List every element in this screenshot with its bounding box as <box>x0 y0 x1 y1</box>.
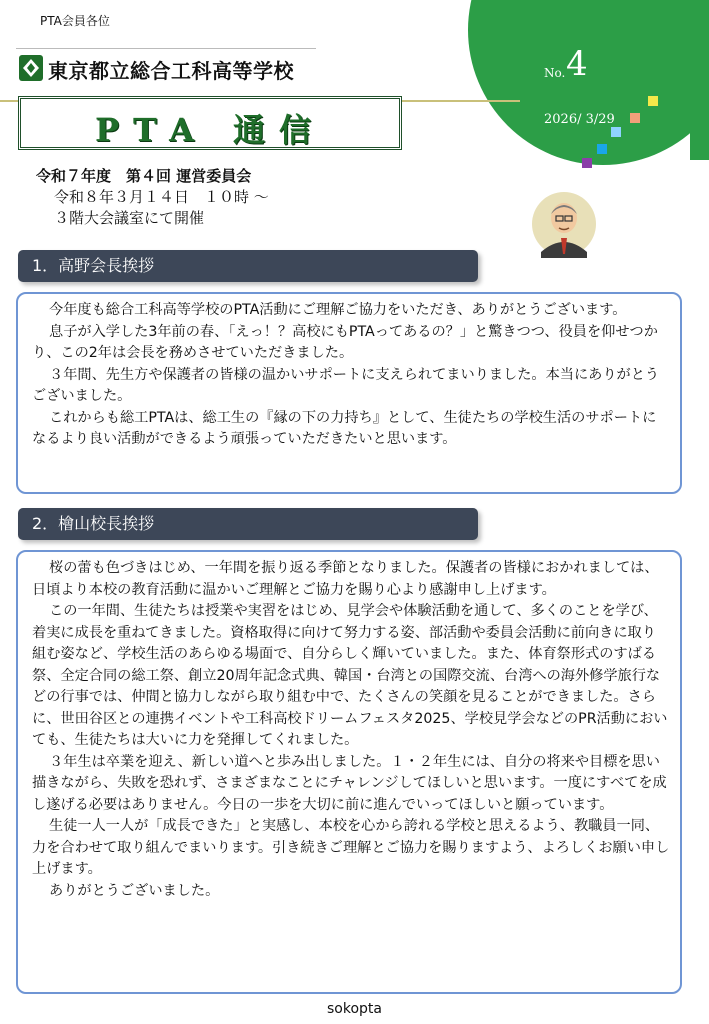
decor-square <box>597 144 607 154</box>
meeting-place: ３階大会議室にて開催 <box>54 209 205 227</box>
principal-portrait-icon <box>531 188 597 260</box>
footer-text: sokopta <box>327 1001 382 1017</box>
newsletter-title: PTA 通信 <box>94 111 326 149</box>
issue-date: 2026/ 3/29 <box>544 112 615 127</box>
school-logo-icon <box>18 54 44 82</box>
paragraph: ３年生は卒業を迎え、新しい道へと歩み出しました。１・２年生には、自分の将来や目標を思い描きながら、失敗を恐れず、さまざまなことにチャレンジしてほしいと思います。一度にすべてを成し遂げる必要はありません。今日の一歩を大切に前に進んでいってほしいと願っています。 <box>32 753 667 813</box>
meeting-title: 令和７年度 第４回 運営委員会 <box>36 167 252 185</box>
school-name: 東京都立総合工科高等学校 <box>48 59 294 83</box>
meeting-date: 令和８年３月１４日 １０時 ～ <box>54 188 269 206</box>
issue-number: 4 <box>566 44 588 84</box>
decor-square <box>648 96 658 106</box>
paragraph: これからも総工PTAは、総工生の『縁の下の力持ち』として、生徒たちの学校生活のサポートになるより良い活動ができるよう頑張っていただきたいと思います。 <box>32 409 657 447</box>
paragraph: 桜の蕾も色づきはじめ、一年間を振り返る季節となりました。保護者の皆様におかれましては、日頃より本校の教育活動に温かいご理解とご協力を賜り心より感謝申し上げます。 <box>32 560 659 598</box>
decor-square <box>611 127 621 137</box>
principal-message-box <box>16 550 682 994</box>
recipients-label: PTA会員各位 <box>40 14 110 28</box>
paragraph: 今年度も総合工科高等学校のPTA活動にご理解ご協力をいただき、ありがとうございます。 <box>49 302 627 318</box>
paragraph: この一年間、生徒たちは授業や実習をはじめ、見学会や体験活動を通して、多くのことを学び、着実に成長を重ねてきました。資格取得に向けて努力する姿、部活動や委員会活動に前向きに取り組む姿など、学校生活のあらゆる場面で、自分らしく輝いていました。また、体育祭形式のすばる祭、全定合同の総工祭、創立20周年記念式典、韓国・台湾との国際交流、台湾への海外修学旅行などの行事では、仲間と協力しながら取り組む中で、たくさんの笑顔を見ることができました。さらに、世田谷区との連携イベントや工科高校ドリームフェスタ2025、学校見学会などのPR活動においても、生徒たちは大いに力を発揮してくれました。 <box>32 603 668 748</box>
section-heading: 1．高野会長挨拶 <box>18 250 478 282</box>
section-heading: 2．檜山校長挨拶 <box>18 508 478 540</box>
header-green-edge <box>690 0 709 160</box>
header-green-circle <box>468 0 709 165</box>
paragraph: 生徒一人一人が「成長できた」と実感し、本校を心から誇れる学校と思えるよう、教職員一同、力を合わせて取り組んでまいります。引き続きご理解とご協力を賜りますよう、よろしくお願い申し上げます。 <box>32 818 670 877</box>
paragraph: ３年間、先生方や保護者の皆様の温かいサポートに支えられてまいりました。本当にありがとうございました。 <box>32 366 660 404</box>
decor-square <box>630 113 640 123</box>
paragraph: ありがとうございました。 <box>49 882 220 899</box>
newsletter-banner <box>18 96 402 150</box>
paragraph: 息子が入学した3年前の春、「えっ！？高校にもPTAってあるの？」と驚きつつ、役員を仰せつかり、この2年は会長を務めさせていただきました。 <box>32 323 658 361</box>
issue-label: No. <box>544 66 566 80</box>
chairman-message-box <box>16 292 682 494</box>
decor-square <box>582 158 592 168</box>
